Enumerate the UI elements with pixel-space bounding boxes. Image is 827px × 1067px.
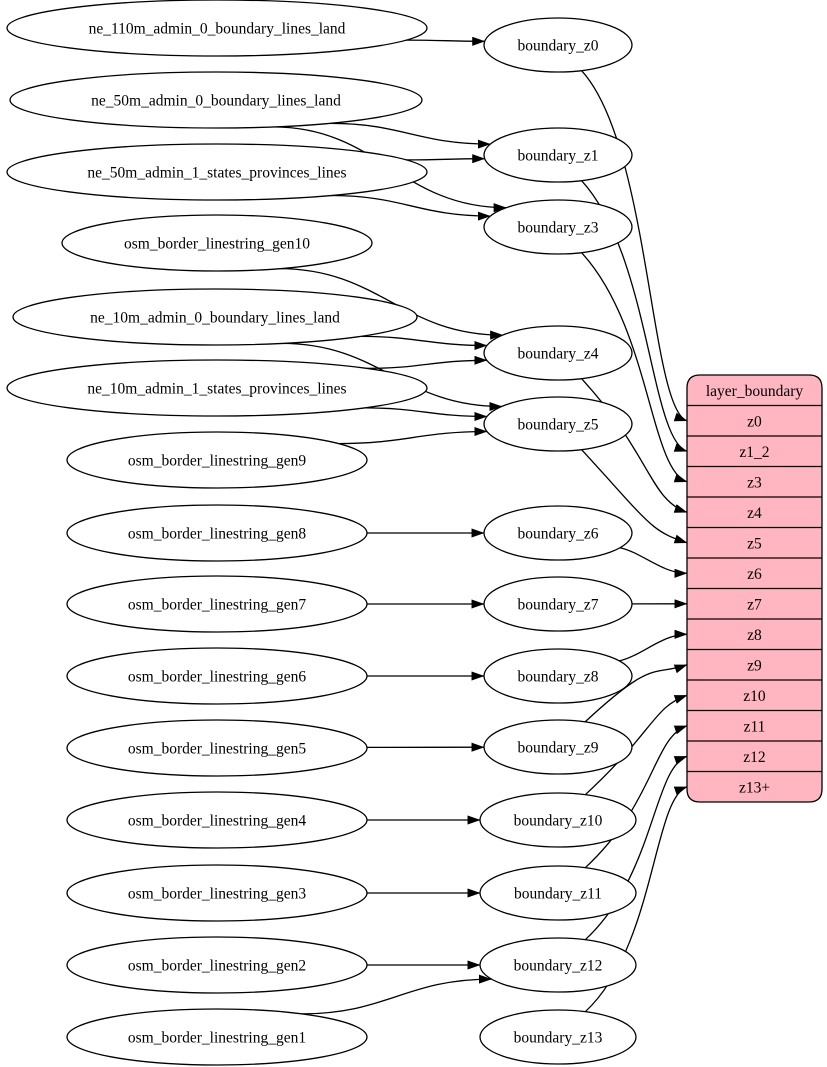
osm_border_linestring_gen2-label: osm_border_linestring_gen2	[127, 957, 307, 975]
osm_border_linestring_gen10-label: osm_border_linestring_gen10	[124, 235, 310, 253]
boundary_z6-label: boundary_z6	[517, 525, 599, 543]
node-boundary_z13	[480, 1010, 636, 1064]
osm_border_linestring_gen1-label: osm_border_linestring_gen1	[127, 1029, 307, 1047]
table-row-z1_2: z1_2	[739, 443, 770, 461]
boundary_z0-label: boundary_z0	[517, 37, 599, 55]
node-osm_border_linestring_gen4	[67, 792, 367, 848]
table-row-z4: z4	[747, 504, 762, 522]
table-row-z12: z12	[743, 748, 766, 766]
node-boundary_z6	[484, 506, 632, 560]
node-boundary_z8	[484, 649, 632, 703]
node-ne_50m_admin_0_boundary_lines_land	[10, 72, 422, 128]
table-row-z3: z3	[747, 474, 762, 492]
osm_border_linestring_gen3-label: osm_border_linestring_gen3	[127, 885, 307, 903]
node-osm_border_linestring_gen10	[62, 215, 372, 271]
node-ne_110m_admin_0_boundary_lines_land	[7, 0, 427, 56]
edge-ne_50m_admin_1_states_provinces_lines-to-boundary_z1	[407, 159, 485, 160]
stage-nodes	[480, 18, 636, 1064]
edge-ne_10m_admin_1_states_provinces_lines-to-boundary_z5	[365, 408, 487, 417]
edge-ne_50m_admin_0_boundary_lines_land-to-boundary_z1	[330, 123, 491, 144]
node-boundary_z9	[484, 720, 632, 774]
boundary_z4-label: boundary_z4	[517, 345, 599, 363]
osm_border_linestring_gen4-label: osm_border_linestring_gen4	[127, 812, 307, 830]
table-row-z11: z11	[743, 718, 766, 736]
table-row-z9: z9	[747, 657, 762, 675]
edge-ne_10m_admin_0_boundary_lines_land-to-boundary_z4	[360, 336, 487, 345]
node-ne_10m_admin_0_boundary_lines_land	[13, 289, 417, 345]
node-osm_border_linestring_gen8	[67, 505, 367, 561]
boundary_z5-label: boundary_z5	[517, 416, 599, 434]
table-row-z7: z7	[747, 596, 762, 614]
node-boundary_z3	[484, 200, 632, 254]
layer-boundary-table	[687, 375, 822, 802]
osm_border_linestring_gen5-label: osm_border_linestring_gen5	[127, 740, 307, 758]
edge-ne_110m_admin_0_boundary_lines_land-to-boundary_z0	[407, 40, 485, 41]
edge-osm_border_linestring_gen9-to-boundary_z5	[339, 432, 487, 444]
ne_110m_admin_0_boundary_lines_land-label: ne_110m_admin_0_boundary_lines_land	[88, 20, 346, 38]
osm_border_linestring_gen8-label: osm_border_linestring_gen8	[127, 525, 307, 543]
node-boundary_z4	[484, 326, 632, 380]
node-boundary_z7	[484, 577, 632, 631]
edge-boundary_z6-to-row-z6	[620, 548, 687, 574]
osm_border_linestring_gen7-label: osm_border_linestring_gen7	[127, 596, 307, 614]
node-boundary_z10	[480, 793, 636, 847]
node-boundary_z5	[484, 397, 632, 451]
boundary_z3-label: boundary_z3	[517, 219, 599, 237]
table-title: layer_boundary	[705, 382, 804, 400]
table-row-z0: z0	[747, 413, 762, 431]
boundary_z10-label: boundary_z10	[513, 812, 603, 830]
table-row-z10: z10	[743, 687, 766, 705]
osm_border_linestring_gen9-label: osm_border_linestring_gen9	[127, 452, 307, 470]
node-osm_border_linestring_gen1	[67, 1009, 367, 1065]
edge-boundary_z8-to-row-z8	[619, 634, 687, 661]
node-boundary_z11	[480, 866, 636, 920]
boundary_z7-label: boundary_z7	[517, 596, 599, 614]
node-osm_border_linestring_gen9	[67, 432, 367, 488]
edge-osm_border_linestring_gen1-to-boundary_z12	[302, 979, 492, 1014]
boundary_z13-label: boundary_z13	[513, 1029, 603, 1047]
osm_border_linestring_gen6-label: osm_border_linestring_gen6	[127, 668, 307, 686]
node-boundary_z0	[484, 18, 632, 72]
boundary_z9-label: boundary_z9	[517, 739, 599, 757]
node-osm_border_linestring_gen3	[67, 865, 367, 921]
ne_50m_admin_1_states_provinces_lines-label: ne_50m_admin_1_states_provinces_lines	[87, 164, 347, 182]
boundary_z12-label: boundary_z12	[513, 957, 603, 975]
table-row-z8: z8	[747, 626, 762, 644]
node-boundary_z1	[484, 128, 632, 182]
ne_50m_admin_0_boundary_lines_land-label: ne_50m_admin_0_boundary_lines_land	[91, 92, 341, 110]
node-ne_10m_admin_1_states_provinces_lines	[7, 360, 427, 416]
edge-ne_50m_admin_1_states_provinces_lines-to-boundary_z3	[331, 196, 490, 217]
table-row-z13plus: z13+	[738, 779, 771, 797]
table-row-z5: z5	[747, 535, 762, 553]
node-osm_border_linestring_gen6	[67, 648, 367, 704]
boundary_z8-label: boundary_z8	[517, 668, 599, 686]
edge-ne_10m_admin_1_states_provinces_lines-to-boundary_z4	[367, 360, 487, 368]
source-table-nodes	[7, 0, 427, 1065]
node-ne_50m_admin_1_states_provinces_lines	[7, 144, 427, 200]
node-osm_border_linestring_gen7	[67, 576, 367, 632]
boundary_z11-label: boundary_z11	[513, 885, 603, 903]
boundary_z1-label: boundary_z1	[517, 147, 599, 165]
ne_10m_admin_1_states_provinces_lines-label: ne_10m_admin_1_states_provinces_lines	[87, 380, 347, 398]
ne_10m_admin_0_boundary_lines_land-label: ne_10m_admin_0_boundary_lines_land	[90, 309, 340, 327]
node-osm_border_linestring_gen5	[67, 720, 367, 776]
node-boundary_z12	[480, 938, 636, 992]
node-osm_border_linestring_gen2	[67, 937, 367, 993]
table-row-z6: z6	[747, 565, 762, 583]
